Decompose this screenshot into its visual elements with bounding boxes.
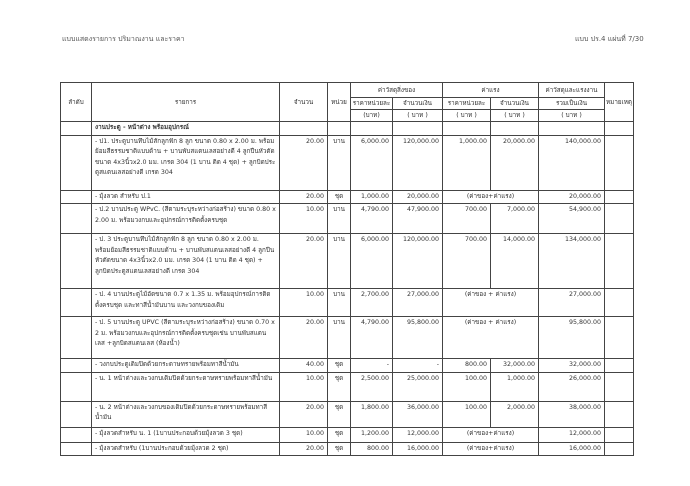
remark [605, 135, 634, 190]
bill-of-quantities-table [60, 82, 634, 456]
item-description: - ป. 5 บานประตู UPVC (สีตามระบุระหว่างก่อสร้าง) ขนาด 0.70 x 2 ม. พร้อมวงกบและอุปกรณ์การติดตั้งครบชุดเช่น บานพับสแตนเลส +ลูกบิดสแตนเลส (ห้องน้ำ) [92, 317, 280, 359]
document-title: แบบแสดงรายการ ปริมาณงาน และราคา [62, 35, 185, 43]
quantity: 20.00 [280, 234, 328, 289]
col-unit: หน่วย [328, 83, 351, 122]
material-unit-price: 6,000.00 [351, 234, 393, 289]
table-row [61, 372, 634, 401]
col-qty: จำนวน [280, 83, 328, 122]
col-remark: หมายเหตุ [605, 83, 634, 122]
table-row [61, 359, 634, 373]
table-row [61, 401, 634, 427]
total-amount: 134,000.00 [539, 234, 605, 289]
row-no [61, 190, 92, 204]
col-total: รวมเป็นเงิน [539, 98, 605, 110]
material-unit-price: 2,700.00 [351, 289, 393, 317]
unit-baht: ( บาท ) [491, 110, 539, 122]
unit-baht: ( บาท ) [443, 110, 491, 122]
material-amount: - [393, 359, 443, 373]
labor-unit-price: 1,000.00 [443, 135, 491, 190]
quantity: 20.00 [280, 401, 328, 427]
unit-baht: (บาท) [351, 110, 393, 122]
material-unit-price: 6,000.00 [351, 135, 393, 190]
row-no [61, 317, 92, 359]
material-unit-price: 4,790.00 [351, 317, 393, 359]
material-amount: 20,000.00 [393, 190, 443, 204]
material-unit-price: 4,790.00 [351, 204, 393, 234]
unit: ชุด [328, 401, 351, 427]
total-amount: 95,800.00 [539, 317, 605, 359]
total-amount: 54,900.00 [539, 204, 605, 234]
table-row [61, 234, 634, 289]
labor-amount: 20,000.00 [491, 135, 539, 190]
unit: บาน [328, 234, 351, 289]
labor-amount: 2,000.00 [491, 401, 539, 427]
unit: ชุด [328, 359, 351, 373]
material-unit-price: 800.00 [351, 442, 393, 456]
material-unit-price: 2,500.00 [351, 372, 393, 401]
item-description: - ป. 3 ประตูบานทึบไม้สักลูกฟัก 8 ลูก ขนาด 0.80 x 2.00 ม. พร้อมย้อมสีธรรมชาติแบบด้าน + บานพับสแตนเลสอย่างดี 4 ลูกปืนหัวตัดขนาด 4x3นิ้วx2.0 มม. เกรด 304 (1 บาน ติด 4 ชุด) + ลูกบิดประตูสแตนเลสอย่างดี เกรด 304 [92, 234, 280, 289]
total-amount: 140,000.00 [539, 135, 605, 190]
labor-amount: 1,000.00 [491, 372, 539, 401]
remark [605, 234, 634, 289]
col-no: ลำดับ [61, 83, 92, 122]
row-no [61, 234, 92, 289]
row-no [61, 135, 92, 190]
quantity: 10.00 [280, 204, 328, 234]
labor-unit-price: 800.00 [443, 359, 491, 373]
unit: บาน [328, 135, 351, 190]
table-row [61, 204, 634, 234]
table-row [61, 289, 634, 317]
table-row [61, 427, 634, 442]
labor-amount: 7,000.00 [491, 204, 539, 234]
total-amount: 32,000.00 [539, 359, 605, 373]
remark [605, 317, 634, 359]
material-unit-price: 1,200.00 [351, 427, 393, 442]
item-description: - น. 1 หน้าต่างและวงกบเดิมปิดด้วยกระดาษทรายพร้อมทาสีน้ำมัน [92, 372, 280, 401]
quantity: 10.00 [280, 289, 328, 317]
material-amount: 12,000.00 [393, 427, 443, 442]
labor-amount: 14,000.00 [491, 234, 539, 289]
table-row [61, 190, 634, 204]
labor-amount: 32,000.00 [491, 359, 539, 373]
quantity: 40.00 [280, 359, 328, 373]
row-no [61, 401, 92, 427]
row-no [61, 372, 92, 401]
unit: บาน [328, 289, 351, 317]
row-no [61, 442, 92, 456]
material-amount: 36,000.00 [393, 401, 443, 427]
remark [605, 372, 634, 401]
item-description: - มุ้งลวดสำหรับ น. 1 (1บานประกอบด้วยมุ้งลวด 3 ชุด) [92, 427, 280, 442]
remark [605, 427, 634, 442]
item-description: - ป.2 บานประตู WPvC. (สีตามระบุระหว่างก่อสร้าง) ขนาด 0.80 x 2.00 ม. พร้อมวงกบและอุปกรณ์การติดตั้งครบชุด [92, 204, 280, 234]
col-labor-amount: จำนวนเงิน [491, 98, 539, 110]
item-description: - ป1. ประตูบานทึบไม้สักลูกฟัก 8 ลูก ขนาด 0.80 x 2.00 ม. พร้อมย้อมสีธรรมชาติแบบด้าน + บานพับสแตนเลสอย่างดี 4 ลูกปืนหัวตัดขนาด 4x3นิ้วx2.0 มม. เกรด 304 (1 บาน ติด 4 ชุด) + ลูกบิดประตูสแตนเลสอย่างดี เกรด 304 [92, 135, 280, 190]
total-amount: 27,000.00 [539, 289, 605, 317]
row-no [61, 359, 92, 373]
item-description: - ป. 4 บานประตูไม้อัดขนาด 0.7 x 1.35 ม. พร้อมอุปกรณ์การติดตั้งครบชุด และทาสีน้ำมันบาน และวงกบของเดิม [92, 289, 280, 317]
total-amount: 12,000.00 [539, 427, 605, 442]
material-amount: 47,900.00 [393, 204, 443, 234]
col-total-group: ค่าวัสดุและแรงงาน [539, 83, 605, 98]
col-labor: ค่าแรง [443, 83, 539, 98]
item-description: - น. 2 หน้าต่างและวงกบของเดิมปิดด้วยกระดาษทรายพร้อมทาสีน้ำมัน [92, 401, 280, 427]
labor-combined-note: (ค่าของ + ค่าแรง) [443, 317, 539, 359]
material-amount: 120,000.00 [393, 234, 443, 289]
labor-unit-price: 100.00 [443, 372, 491, 401]
category-label: งานประตู - หน้าต่าง พร้อมอุปกรณ์ [92, 122, 280, 136]
total-amount: 16,000.00 [539, 442, 605, 456]
labor-unit-price: 100.00 [443, 401, 491, 427]
material-unit-price: 1,800.00 [351, 401, 393, 427]
quantity: 10.00 [280, 427, 328, 442]
remark [605, 442, 634, 456]
col-material-amount: จำนวนเงิน [393, 98, 443, 110]
table-row [61, 135, 634, 190]
labor-combined-note: (ค่าของ+ค่าแรง) [443, 442, 539, 456]
total-amount: 38,000.00 [539, 401, 605, 427]
material-amount: 25,000.00 [393, 372, 443, 401]
item-description: - มุ้งลวด สำหรับ ป.1 [92, 190, 280, 204]
remark [605, 289, 634, 317]
table-row [61, 442, 634, 456]
category-row [61, 122, 634, 136]
quantity: 20.00 [280, 135, 328, 190]
labor-unit-price: 700.00 [443, 204, 491, 234]
remark [605, 190, 634, 204]
unit: บาน [328, 317, 351, 359]
row-no [61, 204, 92, 234]
remark [605, 359, 634, 373]
quantity: 10.00 [280, 372, 328, 401]
total-amount: 26,000.00 [539, 372, 605, 401]
labor-combined-note: (ค่าของ+ค่าแรง) [443, 190, 539, 204]
remark [605, 204, 634, 234]
material-amount: 16,000.00 [393, 442, 443, 456]
item-description: - มุ้งลวดสำหรับ (1บานประกอบด้วยมุ้งลวด 2 ชุด) [92, 442, 280, 456]
unit: ชุด [328, 442, 351, 456]
unit: ชุด [328, 190, 351, 204]
unit: บาน [328, 204, 351, 234]
labor-unit-price: 700.00 [443, 234, 491, 289]
remark [605, 401, 634, 427]
material-unit-price: 1,000.00 [351, 190, 393, 204]
quantity: 20.00 [280, 317, 328, 359]
total-amount: 20,000.00 [539, 190, 605, 204]
labor-combined-note: (ค่าของ + ค่าแรง) [443, 289, 539, 317]
labor-combined-note: (ค่าของ+ค่าแรง) [443, 427, 539, 442]
material-amount: 120,000.00 [393, 135, 443, 190]
unit: ชุด [328, 427, 351, 442]
col-material: ค่าวัสดุสิ่งของ [351, 83, 443, 98]
col-item: รายการ [92, 83, 280, 122]
quantity: 20.00 [280, 442, 328, 456]
row-no [61, 427, 92, 442]
material-unit-price: - [351, 359, 393, 373]
material-amount: 95,800.00 [393, 317, 443, 359]
row-no [61, 289, 92, 317]
quantity: 20.00 [280, 190, 328, 204]
unit: ชุด [328, 372, 351, 401]
material-amount: 27,000.00 [393, 289, 443, 317]
item-description: - วงกบประตูเดิมปิดด้วยกระดาษทรายพร้อมทาสีน้ำมัน [92, 359, 280, 373]
form-page-number: แบบ ปร.4 แผ่นที่ 7/30 [575, 35, 644, 43]
unit-baht: ( บาท ) [393, 110, 443, 122]
col-material-unit-price: ราคาหน่วยละ [351, 98, 393, 110]
unit-baht: ( บาท ) [539, 110, 605, 122]
table-row [61, 317, 634, 359]
col-labor-unit-price: ราคาหน่วยละ [443, 98, 491, 110]
